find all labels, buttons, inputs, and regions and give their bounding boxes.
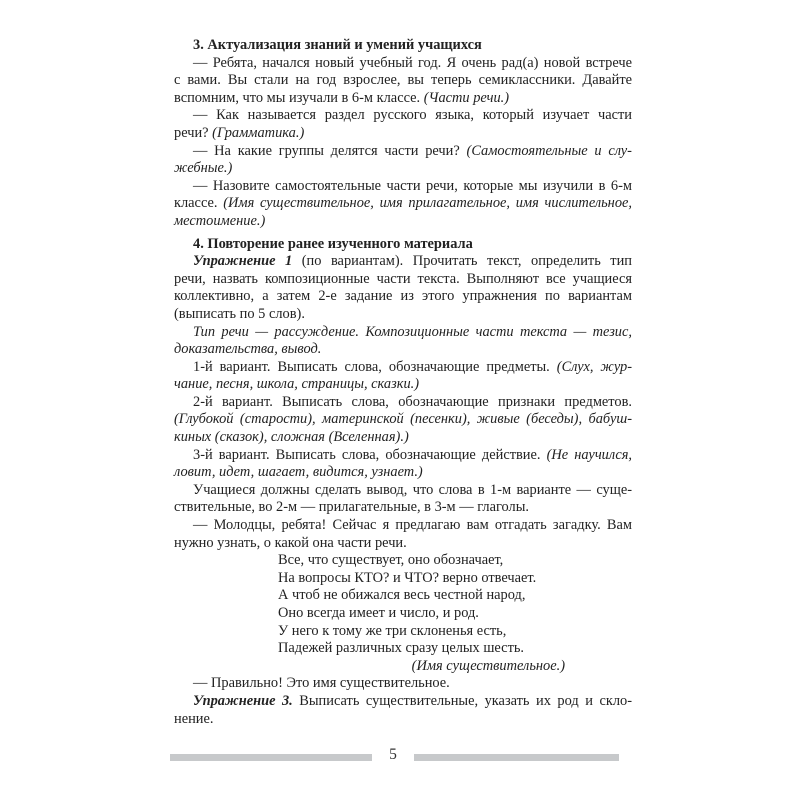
text-run: 1-й вариант. Выписать слова, обозначающие предметы. [193,358,557,375]
text-run: (Имя существительное.) [411,657,565,674]
text-run: речи? [174,124,213,141]
text-run: Выписать существительные, указать их род и скло- [292,692,632,709]
poem-line [278,605,632,623]
text-run: Оно всегда имеет и число, и род. [278,605,479,621]
text-run: 4. Повторение ранее изученного материала [193,235,473,252]
text-run: жебные.) [174,160,233,177]
text-run: — Правильно! Это имя существительное. [193,675,450,692]
text-run: (Имя существительное, имя прилагательное, имя числительное, [223,195,632,212]
text-run: ствительные, во 2-м — прилагательные, в 3-м — глаголы. [174,499,529,516]
section-heading [174,236,632,254]
text-run: (по вариантам). Прочитать текст, определить тип [292,253,632,270]
text-run: доказательства, вывод. [174,341,322,358]
text-line [174,376,632,394]
text-run: — Молодцы, ребята! Сейчас я предлагаю вам отгадать загадку. Вам [193,517,632,534]
text-run: речи, назвать композиционные части текста. Выполняют все учащиеся [174,270,632,287]
poem-answer [174,658,565,676]
text-line [174,178,632,196]
page-number: 5 [389,746,397,763]
text-run: Все, что существует, оно обозначает, [278,552,504,569]
footer-rule-left [170,754,372,761]
text-run: — Ребята, начался новый учебный год. Я очень рад(а) новой встрече [193,54,632,71]
text-line [174,359,632,377]
text-run: Учащиеся должны сделать вывод, что слова в 1-м варианте — суще- [193,481,632,498]
text-run: (Грамматика.) [212,124,305,141]
text-line [174,499,632,517]
poem-line [278,570,632,588]
text-line [174,517,632,535]
text-line [174,394,632,412]
text-run: (Глубокой (старости), материнской (песенки), живые (беседы), бабуш- [174,411,632,428]
text-line [174,341,632,359]
text-line [174,411,632,429]
text-run: (Части речи.) [423,89,510,106]
page-text-block [174,37,632,728]
text-run: 3-й вариант. Выписать слова, обозначающие действие. [193,446,547,463]
text-run: классе. [174,195,224,212]
text-line [174,482,632,500]
text-line [174,288,632,306]
poem-line [278,640,632,658]
section-heading [174,37,632,55]
text-run: Упражнение 3. [193,692,293,709]
text-line [174,55,632,73]
text-line [174,324,632,342]
text-run: (Самостоятельные и слу- [466,142,632,159]
text-run: с вами. Вы стали на год взрослее, вы теперь семиклассники. Давайте [174,72,632,89]
text-run: 3. Актуализация знаний и умений учащихся [193,37,482,53]
text-run: У него к тому же три склоненья есть, [278,622,507,639]
text-run: местоимение.) [174,212,266,229]
text-line [174,213,632,231]
text-line [174,711,632,729]
text-run: (Слух, жур- [556,358,632,375]
text-run: Упражнение 1 [193,253,293,270]
text-run: Тип речи — рассуждение. Композиционные части текста — тезис, [193,323,632,340]
text-run: нение. [174,710,214,727]
text-line [174,195,632,213]
text-line [174,535,632,553]
text-run: — Как называется раздел русского языка, который изучает части [193,107,632,124]
text-run: нужно узнать, о какой она части речи. [174,534,407,551]
poem-line [278,552,632,570]
text-line [174,72,632,90]
text-run: На вопросы КТО? и ЧТО? верно отвечает. [278,569,537,586]
text-run: коллективно, а затем 2-е задание из этого упражнения по вариантам [174,288,632,305]
text-line [174,447,632,465]
text-line [174,125,632,143]
text-line [174,160,632,178]
text-run: чание, песня, школа, страницы, сказки.) [174,376,420,393]
text-run: киных (сказок), сложная (Вселенная).) [174,429,409,446]
text-run: ловит, идет, шагает, видится, узнает.) [174,464,423,481]
footer-rule-right [414,754,619,761]
text-run: 2-й вариант. Выписать слова, обозначающие признаки предметов. [193,393,632,410]
text-run: вспомним, что мы изучали в 6-м классе. [174,89,424,106]
text-line [174,693,632,711]
text-line [174,253,632,271]
text-line [174,306,632,324]
text-line [174,90,632,108]
text-run: (выписать по 5 слов). [174,305,305,322]
text-line [174,429,632,447]
text-run: Падежей различных сразу целых шесть. [278,640,525,657]
text-line [174,675,632,693]
text-line [174,107,632,125]
text-run: — На какие группы делятся части речи? [193,142,467,159]
text-line [174,143,632,161]
text-line [174,271,632,289]
text-run: А чтоб не обижался весь честной народ, [278,587,526,604]
text-run: (Не научился, [546,446,633,463]
poem-line [278,587,632,605]
poem-line [278,623,632,641]
text-run: — Назовите самостоятельные части речи, которые мы изучили в 6-м [193,177,632,194]
text-line [174,464,632,482]
